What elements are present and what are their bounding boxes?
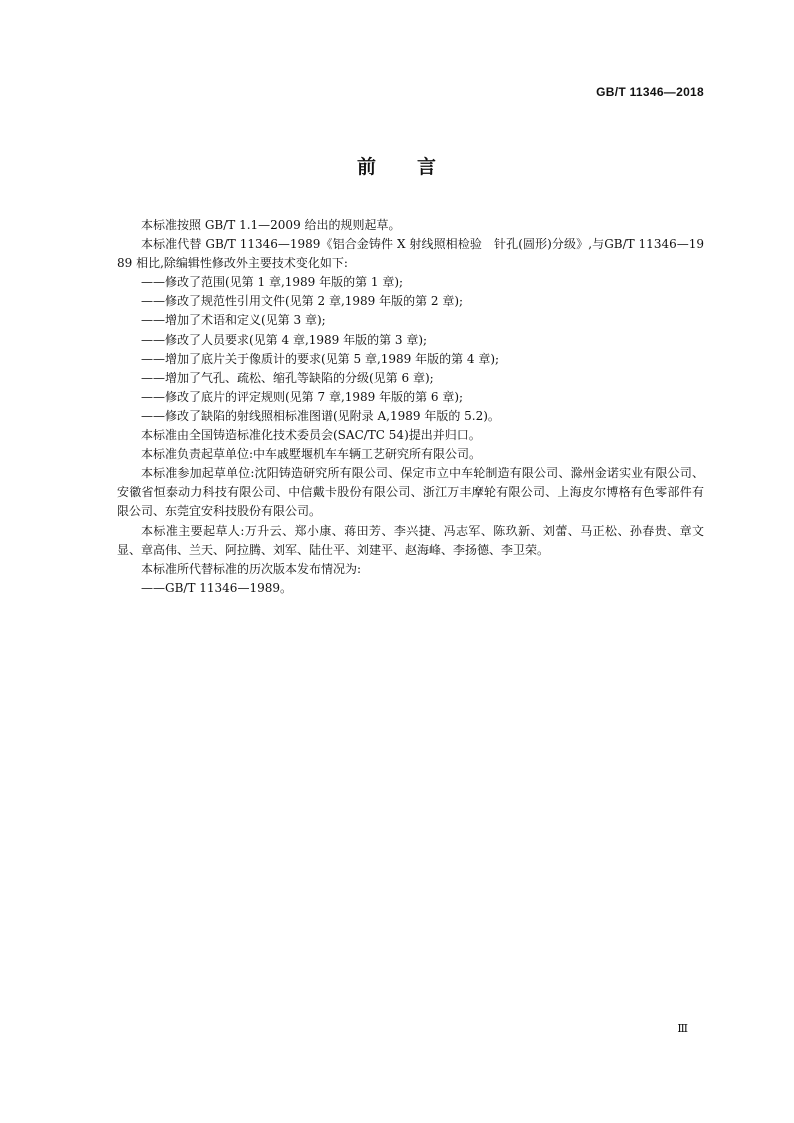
change-item: ——增加了底片关于像质计的要求(见第 5 章,1989 年版的第 4 章); [141, 351, 500, 366]
paragraph-participants: 本标准参加起草单位:沈阳铸造研究所有限公司、保定市立中车轮制造有限公司、滁州金诺实业有限公司、安徽省恒泰动力科技有限公司、中信戴卡股份有限公司、浙江万丰摩轮有限公司、上海皮尔博格有色零部件有限公司、东莞宜安科技股份有限公司。 [117, 466, 704, 519]
change-item: ——修改了底片的评定规则(见第 7 章,1989 年版的第 6 章); [141, 389, 464, 404]
change-item: ——修改了规范性引用文件(见第 2 章,1989 年版的第 2 章); [141, 294, 464, 309]
standard-code: GB/T 11346—2018 [596, 85, 704, 99]
paragraph-lead-drafter: 本标准负责起草单位:中车戚墅堰机车车辆工艺研究所有限公司。 [141, 447, 482, 462]
page-number: Ⅲ [677, 1022, 688, 1035]
paragraph-proposer: 本标准由全国铸造标准化技术委员会(SAC/TC 54)提出并归口。 [141, 428, 481, 443]
paragraph-replacement: 本标准代替 GB/T 11346—1989《铝合金铸件 X 射线照相检验 针孔(圆形)分级》,与GB/T 11346—1989 相比,除编辑性修改外主要技术变化如下: [117, 237, 704, 271]
change-item: ——增加了气孔、疏松、缩孔等缺陷的分级(见第 6 章); [141, 370, 434, 385]
change-item: ——修改了人员要求(见第 4 章,1989 年版的第 3 章); [141, 332, 428, 347]
change-item: ——修改了缺陷的射线照相标准图谱(见附录 A,1989 年版的 5.2)。 [141, 408, 500, 423]
foreword-body [117, 216, 704, 598]
page-title [0, 152, 794, 179]
change-item: ——增加了术语和定义(见第 3 章); [141, 313, 326, 328]
paragraph-drafters: 本标准主要起草人:万升云、郑小康、蒋田芳、李兴捷、冯志军、陈玖新、刘蕾、马正松、孙春贵、章文显、章高伟、兰天、阿拉腾、刘军、陆仕平、刘建平、赵海峰、李扬德、李卫荣。 [117, 523, 704, 557]
history-item: ——GB/T 11346—1989。 [141, 580, 292, 595]
change-item: ——修改了范围(见第 1 章,1989 年版的第 1 章); [141, 275, 404, 290]
paragraph-drafting-rules: 本标准按照 GB/T 1.1—2009 给出的规则起草。 [141, 218, 401, 232]
title-char-1: 前 [356, 156, 377, 178]
title-char-2: 言 [417, 156, 438, 178]
paragraph-history: 本标准所代替标准的历次版本发布情况为: [141, 561, 362, 576]
